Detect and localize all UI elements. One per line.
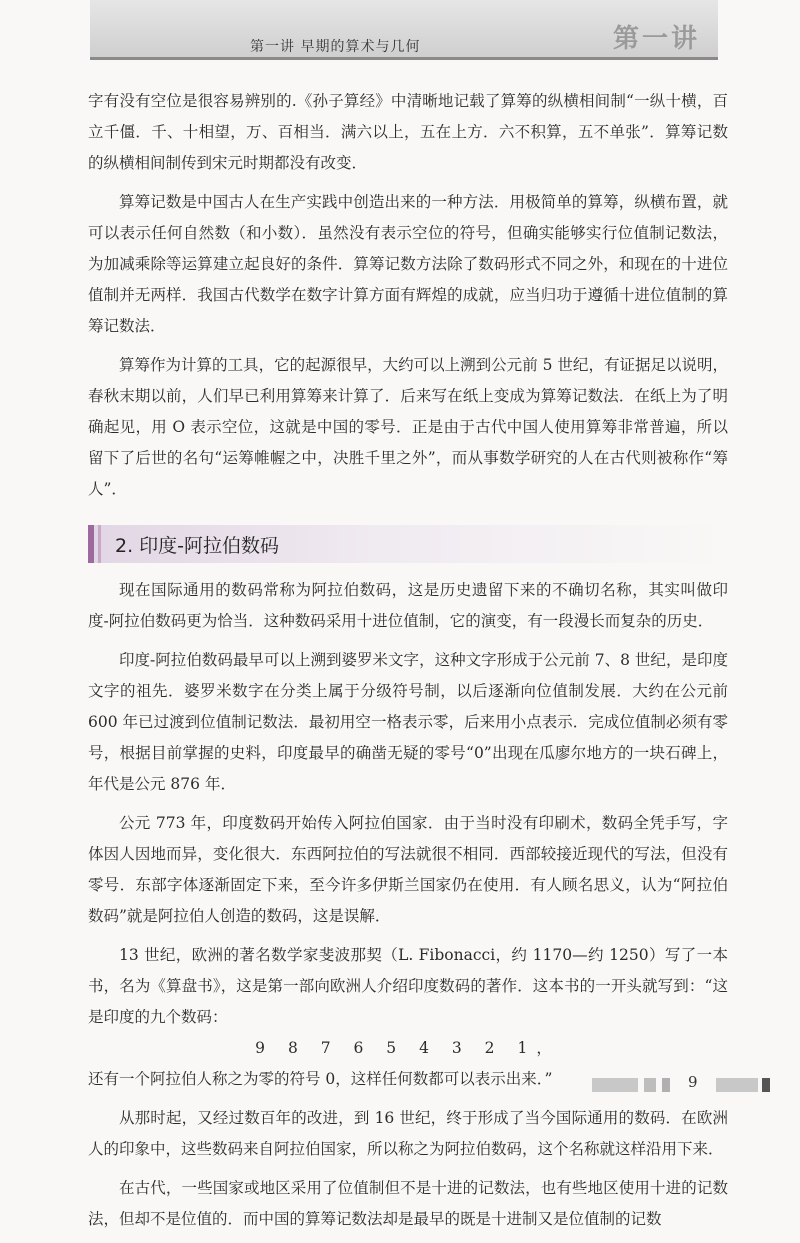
page-content xyxy=(88,86,728,1243)
footer-decor-bar xyxy=(662,1078,670,1092)
paragraph: 算筹作为计算的工具，它的起源很早，大约可以上溯到公元前 5 世纪，有证据足以说明，春秋末期以前，人们早已利用算筹来计算了．后来写在纸上变成为算筹记数法．在纸上为了明确起见，用 O 表示空位，这就是中国的零号．正是由于古代中国人使用算筹非常普遍，所以留下了后世的名句“运筹帷幄之中，决胜千里之外”，而从事数学研究的人在古代则被称作“筹人”． xyxy=(88,356,728,498)
chapter-mark: 第一讲 xyxy=(612,24,700,54)
section-title: 2. 印度-阿拉伯数码 xyxy=(115,534,280,557)
footer-decor-bar xyxy=(762,1078,770,1092)
section-heading xyxy=(88,525,728,563)
paragraph: 现在国际通用的数码常称为阿拉伯数码，这是历史遗留下来的不确切名称，其实叫做印度-阿拉伯数码更为恰当．这种数码采用十进位值制，它的演变，有一段漫长而复杂的历史． xyxy=(88,581,728,630)
paragraph: 算筹记数是中国古人在生产实践中创造出来的一种方法．用极简单的算筹，纵横布置，就可以表示任何自然数（和小数）．虽然没有表示空位的符号，但确实能够实行位值制记数法，为加减乘除等运算建立起良好的条件．算筹记数方法除了数码形式不同之外，和现在的十进位值制并无两样．我国古代数学在数字计算方面有辉煌的成就，应当归功于遵循十进位值制的算筹记数法． xyxy=(88,193,728,335)
header-band xyxy=(90,0,718,60)
page-number: 9 xyxy=(688,1073,698,1091)
lecture-title: 第一讲 早期的算术与几何 xyxy=(250,39,421,55)
digits-line: 9 8 7 6 5 4 3 2 1， xyxy=(255,1039,561,1057)
footer-decor-bar xyxy=(644,1078,656,1092)
paragraph-continued: 字有没有空位是很容易辨别的.《孙子算经》中清晰地记载了算筹的纵横相间制“一纵十横，百立千僵．千、十相望，万、百相当．满六以上，五在上方．六不积算，五不单张”．算筹记数的纵横相间制传到宋元时期都没有改变． xyxy=(88,92,728,172)
paragraph: 在古代，一些国家或地区采用了位值制但不是十进的记数法，也有些地区使用十进的记数法，但却不是位值的．而中国的算筹记数法却是最早的既是十进制又是位值制的记数 xyxy=(88,1179,728,1228)
footer-decor-bar xyxy=(592,1078,638,1092)
quote-end: 还有一个阿拉伯人称之为零的符号 0，这样任何数都可以表示出来．” xyxy=(88,1070,553,1088)
section-accent-bar xyxy=(88,525,94,563)
paragraph: 公元 773 年，印度数码开始传入阿拉伯国家．由于当时没有印刷术，数码全凭手写，字体因人因地而异，变化很大．东西阿拉伯的写法就很不相同．西部较接近现代的写法，但没有零号．东部字体逐渐固定下来，至今许多伊斯兰国家仍在使用．有人顾名思义，认为“阿拉伯数码”就是阿拉伯人创造的数码，这是误解． xyxy=(88,814,728,925)
section-accent-bar-light xyxy=(98,525,101,563)
paragraph: 13 世纪，欧洲的著名数学家斐波那契（L. Fibonacci，约 1170—约 1250）写了一本书，名为《算盘书》，这是第一部向欧洲人介绍印度数码的著作．这本书的一开头就写到：“这是印度的九个数码： xyxy=(88,946,728,1026)
paragraph: 从那时起，又经过数百年的改进，到 16 世纪，终于形成了当今国际通用的数码．在欧洲人的印象中，这些数码来自阿拉伯国家，所以称之为阿拉伯数码，这个名称就这样沿用下来． xyxy=(88,1109,728,1158)
paragraph: 印度-阿拉伯数码最早可以上溯到婆罗米文字，这种文字形成于公元前 7、8 世纪，是印度文字的祖先．婆罗米数字在分类上属于分级符号制，以后逐渐向位值制发展．大约在公元前 600 年已过渡到位值制记数法．最初用空一格表示零，后来用小点表示．完成位值制必须有零号，根据目前掌握的史料，印度最早的确凿无疑的零号“0”出现在瓜廖尔地方的一块石碑上，年代是公元 876 年． xyxy=(88,651,728,793)
footer-decor-bar xyxy=(716,1078,758,1092)
